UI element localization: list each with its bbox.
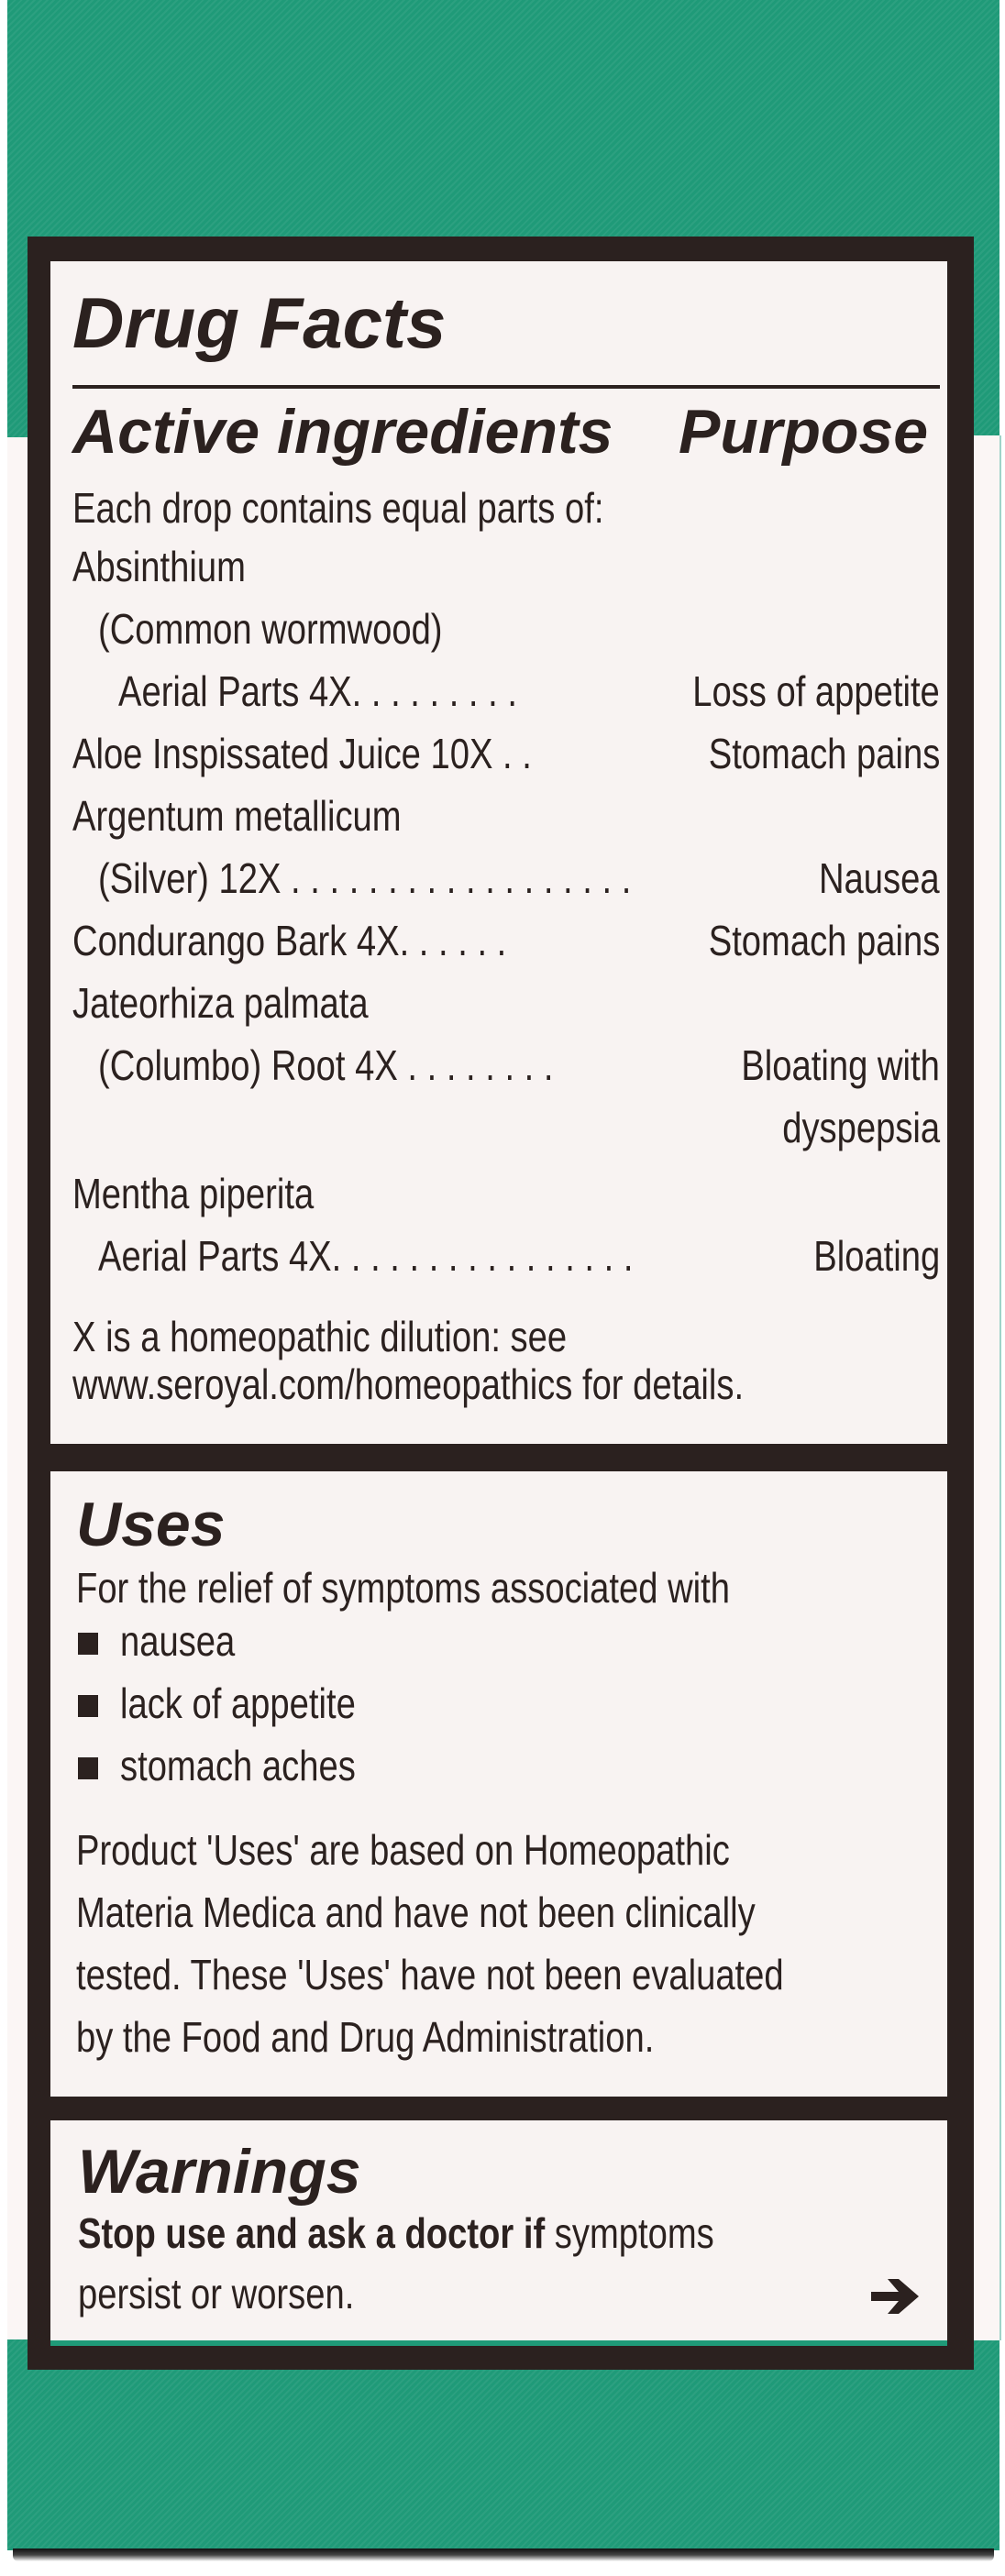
ingredient-row [72,720,940,775]
package-shadow [13,2548,994,2561]
ingredient-row [72,907,940,962]
ingredient-name: Mentha piperita [72,1170,315,1217]
uses-disclaimer-text: Materia Medica and have not been clinically [76,1888,756,1936]
ingredient-purpose: Loss of appetite [692,667,940,715]
uses-disclaimer-line [76,1878,944,1936]
purpose-heading: Purpose [679,397,929,467]
uses-item [120,1732,988,1787]
uses-disclaimer-line [76,1941,944,1996]
ingredients-intro: Each drop contains equal parts of: [72,484,604,532]
drug-facts-title: Drug Facts [72,282,447,363]
uses-section [50,1471,947,2097]
dilution-note-line [72,1350,940,1408]
ingredient-purpose: Bloating with [741,1041,940,1089]
ingredient-row [72,657,940,715]
dilution-note-line [72,1303,940,1358]
uses-item [120,1607,988,1665]
ingredient-row [72,844,940,902]
ingredient-name: Absinthium [72,543,246,590]
ingredient-row [72,595,940,653]
warnings-lead-continuation: symptoms [545,2209,714,2257]
bullet-square-icon [78,1695,98,1717]
active-ingredients-heading: Active ingredients [72,397,613,467]
panel-bottom-accent [50,2340,947,2346]
ingredient-row [72,1094,940,1149]
warnings-section [50,2120,947,2340]
uses-disclaimer-text: by the Food and Drug Administration. [76,2013,655,2061]
uses-intro-line [76,1554,944,1612]
drug-facts-panel [28,237,974,2370]
ingredient-purpose: dyspepsia [782,1104,940,1151]
ingredient-name: (Columbo) Root 4X . . . . . . . . [98,1041,554,1089]
warnings-line [78,2199,945,2257]
bullet-square-icon [78,1633,98,1655]
uses-item-text: lack of appetite [120,1679,356,1727]
ingredient-row [72,969,940,1027]
ingredient-name: Aloe Inspissated Juice 10X . . [72,730,532,777]
ingredient-name: Jateorhiza palmata [72,979,369,1027]
ingredient-row [72,533,940,588]
dilution-note-url: www.seroyal.com/homeopathics for details. [72,1360,745,1408]
uses-item [120,1669,988,1727]
uses-item-text: stomach aches [120,1742,356,1789]
ingredient-row [72,1160,940,1215]
ingredient-purpose: Bloating [813,1232,940,1280]
ingredient-purpose: Nausea [819,854,940,902]
uses-disclaimer-line [76,1816,944,1874]
dilution-note-text: X is a homeopathic dilution: see [72,1313,568,1360]
uses-disclaimer-text: Product 'Uses' are based on Homeopathic [76,1826,730,1874]
ingredient-name: (Common wormwood) [98,605,443,653]
ingredient-purpose: Stomach pains [708,917,940,964]
ingredient-name: Aerial Parts 4X. . . . . . . . . . . . . . . . [98,1232,634,1280]
active-ingredients-section [50,261,947,1444]
ingredient-purpose: Stomach pains [708,730,940,777]
bullet-square-icon [78,1757,98,1779]
package-side-left [7,437,29,2339]
ingredient-name: Condurango Bark 4X. . . . . . [72,917,507,964]
ingredient-row [72,782,940,840]
uses-disclaimer-line [76,2003,944,2061]
warnings-heading: Warnings [78,2137,361,2207]
warnings-text [78,2209,714,2257]
warnings-line [78,2260,945,2315]
ingredient-name: (Silver) 12X . . . . . . . . . . . . . . . . . . [98,854,632,902]
uses-item-text: nausea [120,1617,236,1665]
arrow-right-icon [871,2275,922,2317]
uses-intro: For the relief of symptoms associated with [76,1564,730,1612]
ingredient-row [72,1222,940,1280]
ingredient-name: Argentum metallicum [72,792,402,840]
ingredient-name: Aerial Parts 4X. . . . . . . . . [118,667,517,715]
package-side-right [972,435,1001,2340]
warnings-text: persist or worsen. [78,2270,355,2317]
title-rule [72,385,940,389]
ingredient-row [72,1031,940,1089]
warnings-bold-lead: Stop use and ask a doctor if [78,2209,546,2257]
uses-disclaimer-text: tested. These 'Uses' have not been evaluated [76,1951,784,1998]
uses-heading: Uses [76,1490,226,1559]
